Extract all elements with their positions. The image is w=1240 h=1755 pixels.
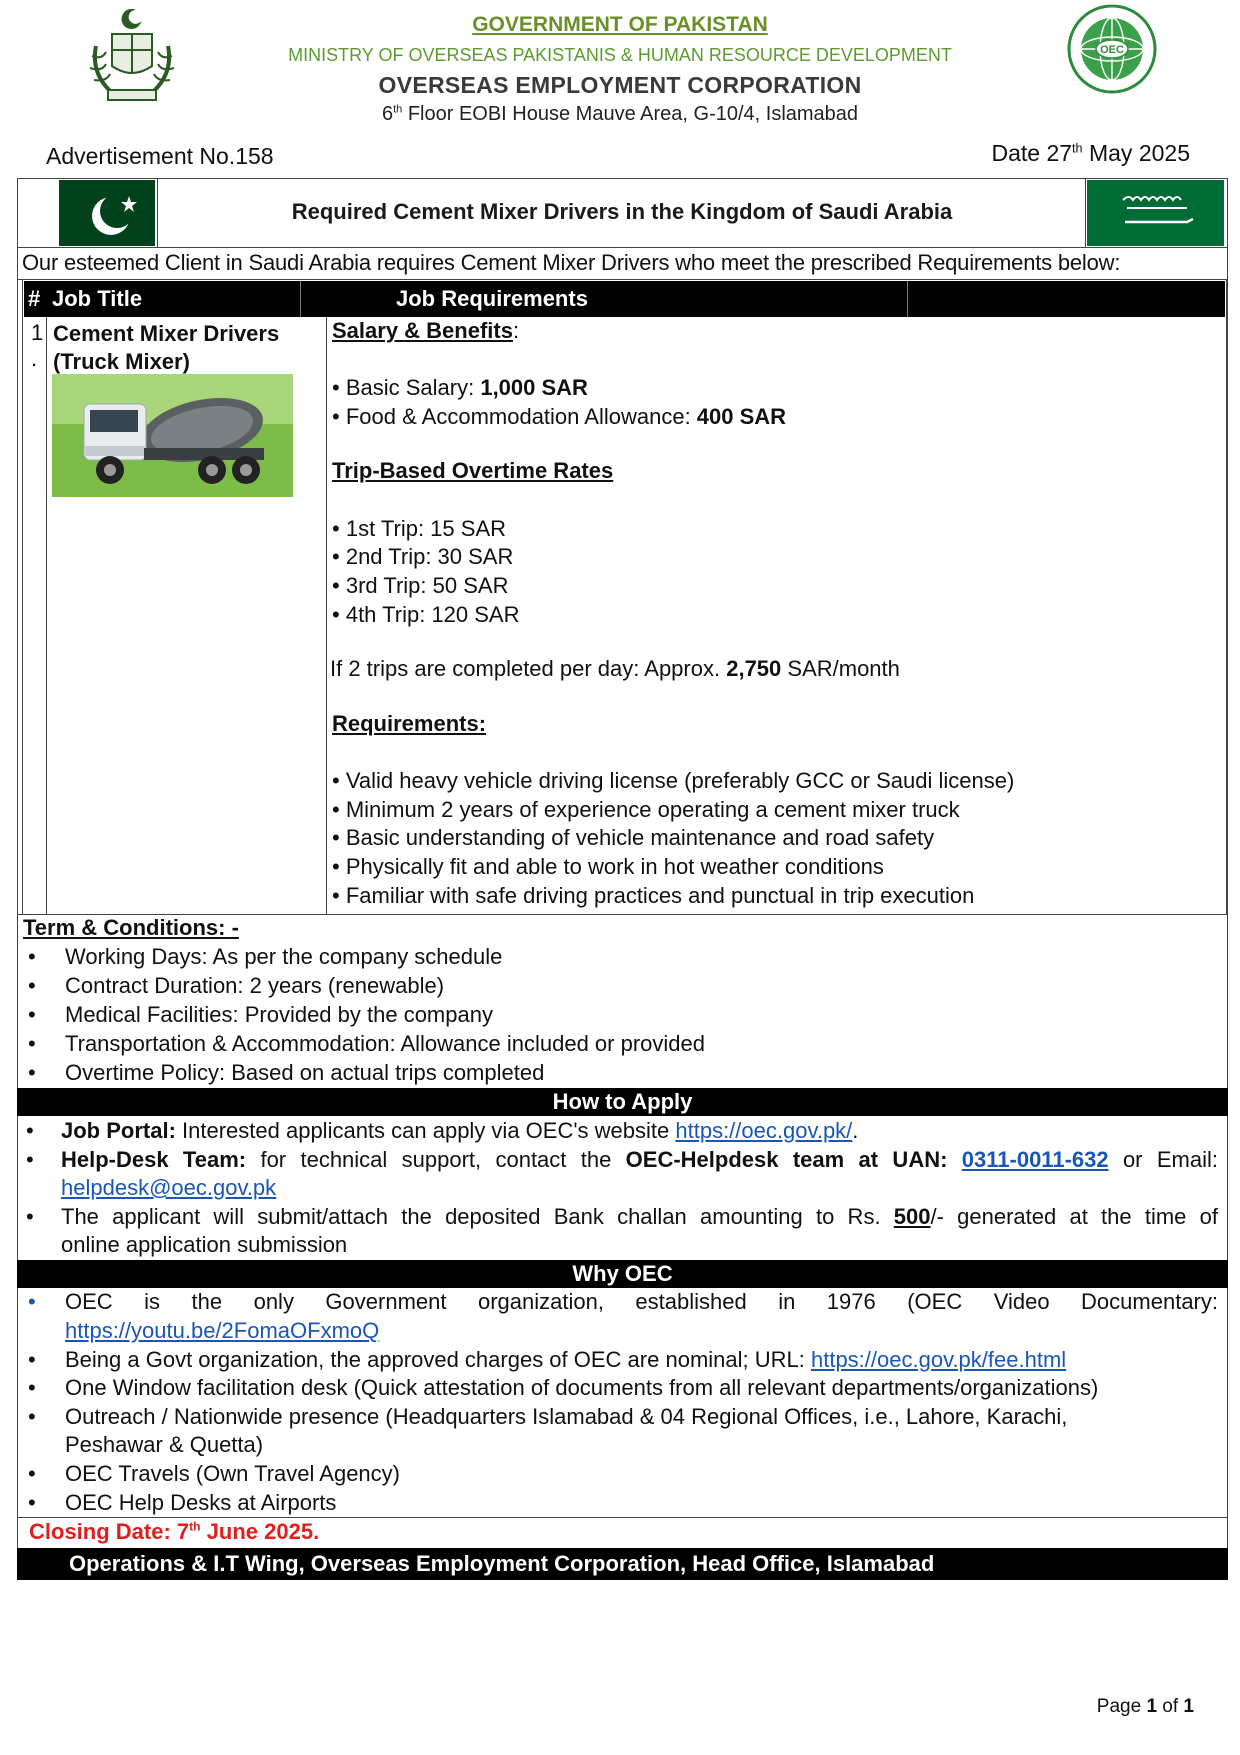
advertisement-date: Date 27th May 2025 [991,140,1190,166]
why-item: OEC Help Desks at Airports [65,1490,337,1515]
bullet-icon: • [26,1147,34,1172]
footer-bar: Operations & I.T Wing, Overseas Employment Corporation, Head Office, Islamabad [17,1548,1228,1580]
how-to-apply-heading: How to Apply [17,1088,1228,1116]
oec-logo-text: OEC [1100,44,1124,56]
bullet-icon: • [28,1404,36,1429]
documentary-video-link[interactable]: https://youtu.be/2FomaOFxmoQ [65,1318,380,1343]
list-item: • Familiar with safe driving practices and punctual in trip execution [332,883,975,908]
title-column-divider [326,317,327,914]
bullet-icon: • [26,1118,34,1143]
num-column-divider [46,317,47,914]
cement-mixer-truck-image [52,374,293,497]
why-item: Being a Govt organization, the approved charges of OEC are nominal; URL: https://oec.gov.pk/fee.html [65,1347,1067,1372]
intro-text: Our esteemed Client in Saudi Arabia requires Cement Mixer Drivers who meet the prescribed Requirements below: [22,250,1121,275]
list-item: • Valid heavy vehicle driving license (preferably GCC or Saudi license) [332,768,1015,793]
bullet-icon: • [28,944,36,969]
bullet-icon: • [26,1204,34,1229]
header-separator [300,281,301,317]
why-item: One Window facilitation desk (Quick attestation of documents from all relevant departments/organizations) [65,1375,1099,1400]
saudi-flag-icon [1087,180,1224,246]
why-oec-heading: Why OEC [17,1260,1228,1288]
list-item: • Food & Accommodation Allowance: 400 SAR [332,404,787,429]
table-header [24,281,1225,317]
list-item: • 1st Trip: 15 SAR [332,516,507,541]
bullet-icon: • [28,1347,36,1372]
requirements-heading: Requirements: [332,711,487,736]
list-item: • 4th Trip: 120 SAR [332,602,520,627]
salary-heading: Salary & Benefits: [332,318,520,343]
list-item: • Basic Salary: 1,000 SAR [332,375,588,400]
terms-heading: Term & Conditions: - [23,915,239,940]
ministry-title: MINISTRY OF OVERSEAS PAKISTANIS & HUMAN RESOURCE DEVELOPMENT [288,45,952,65]
oec-logo-icon [1060,3,1164,95]
page-number: Page 1 of 1 [1096,1696,1194,1717]
frame-top-border [17,178,1228,179]
overtime-estimate: If 2 trips are completed per day: Approx. 2,750 SAR/month [330,656,900,681]
helpdesk-uan-link[interactable]: 0311-0011-632 [961,1147,1109,1172]
bullet-icon: • [28,973,36,998]
closing-row-border [17,1517,1228,1518]
list-item: • 3rd Trip: 50 SAR [332,573,509,598]
fee-page-link[interactable]: https://oec.gov.pk/fee.html [810,1347,1067,1372]
oec-website-link[interactable]: https://oec.gov.pk/ [675,1118,853,1143]
list-item: Overtime Policy: Based on actual trips completed [65,1060,545,1085]
corporation-title: OVERSEAS EMPLOYMENT CORPORATION [378,72,862,98]
job-portal-item: Job Portal: Interested applicants can apply via OEC's website https://oec.gov.pk/. [61,1118,859,1143]
col-header-number: # [28,286,41,311]
col-header-title: Job Title [52,286,143,311]
why-item-link-line [65,1317,379,1345]
closing-date: Closing Date: 7th June 2025. [29,1519,320,1544]
government-title: GOVERNMENT OF PAKISTAN [472,13,768,36]
bullet-icon: • [28,1289,36,1314]
col-header-requirements: Job Requirements [396,286,588,311]
list-item: Working Days: As per the company schedule [65,944,503,969]
bullet-icon: • [28,1031,36,1056]
helpdesk-email-link[interactable]: helpdesk@oec.gov.pk [61,1175,277,1200]
pakistan-flag-icon [59,180,155,246]
bullet-icon: • [28,1002,36,1027]
list-item: Contract Duration: 2 years (renewable) [65,973,445,998]
row-number: 1 . [31,320,44,371]
bullet-icon: • [28,1461,36,1486]
title-row-border [17,247,1228,248]
table-right-border [1226,279,1227,914]
list-item: • 2nd Trip: 30 SAR [332,544,514,569]
list-item: • Basic understanding of vehicle maintenance and road safety [332,825,935,850]
header-separator [907,281,908,317]
challan-item: The applicant will submit/attach the deposited Bank challan amounting to Rs. 500/- generated at the time of [61,1204,1218,1229]
bullet-icon: • [28,1375,36,1400]
list-item: • Physically fit and able to work in hot weather conditions [332,854,884,879]
list-item: Transportation & Accommodation: Allowance included or provided [65,1031,705,1056]
helpdesk-item: Help-Desk Team: for technical support, contact the OEC-Helpdesk team at UAN: 0311-0011-632 or Email: [61,1147,1218,1172]
bullet-icon: • [28,1490,36,1515]
flag-divider-right [1085,178,1086,247]
bullet-icon: • [28,1060,36,1085]
list-item: • Minimum 2 years of experience operating a cement mixer truck [332,797,960,822]
flag-divider-left [157,178,158,247]
advert-title: Required Cement Mixer Drivers in the Kingdom of Saudi Arabia [291,199,953,224]
overtime-heading: Trip-Based Overtime Rates [332,458,614,483]
challan-item-continued: online application submission [61,1232,348,1257]
advertisement-number: Advertisement No.158 [46,143,274,169]
office-address: 6th Floor EOBI House Mauve Area, G-10/4, Islamabad [381,103,859,125]
why-item-continued: Peshawar & Quetta) [65,1432,264,1457]
table-left-border [22,279,23,914]
why-item: OEC is the only Government organization, established in 1976 (OEC Video Documentary: [65,1289,1218,1314]
helpdesk-email-line [61,1174,276,1202]
intro-row-border [17,279,1228,280]
why-item: OEC Travels (Own Travel Agency) [65,1461,400,1486]
list-item: Medical Facilities: Provided by the company [65,1002,493,1027]
why-item: Outreach / Nationwide presence (Headquarters Islamabad & 04 Regional Offices, i.e., Lahore, Karachi, [65,1404,1068,1429]
job-title: Cement Mixer Drivers (Truck Mixer) [53,321,280,374]
